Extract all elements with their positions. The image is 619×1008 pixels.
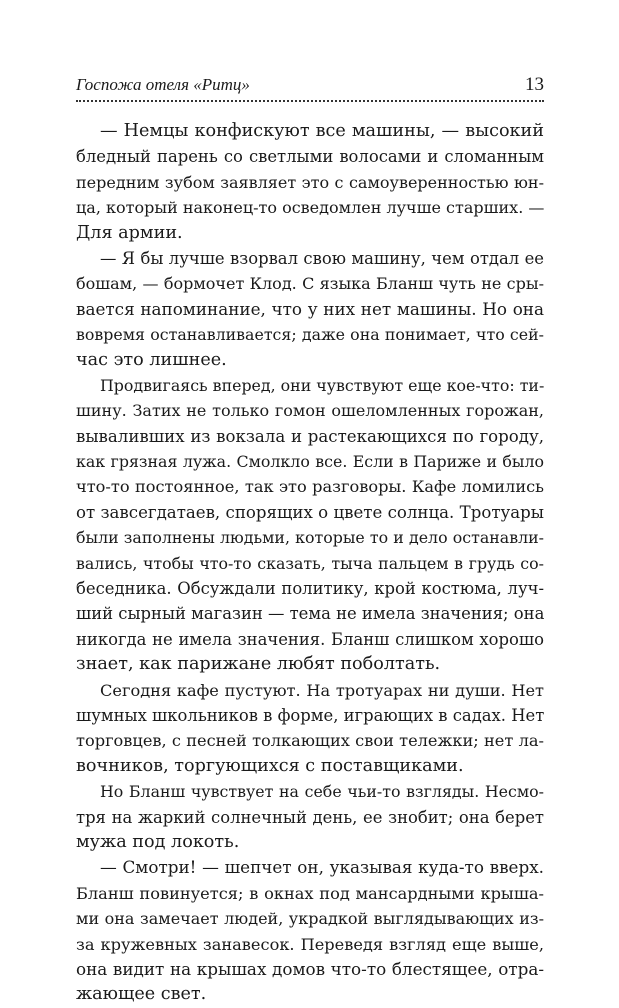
text-line: ми она замечает людей, украдкой выглядывающих из-: [76, 909, 544, 929]
text-line: были заполнены людьми, которые то и дело останавли-: [76, 528, 544, 548]
text-line: никогда не имела значения. Бланш слишком хорошо: [76, 629, 544, 649]
text-line: бледный парень со светлыми волосами и сломанным: [76, 147, 544, 167]
text-line: вываливших из вокзала и растекающихся по городу,: [76, 426, 544, 446]
running-title: Госпожа отеля «Ритц»: [76, 75, 250, 94]
text-line: Продвигаясь вперед, они чувствуют еще кое-что: ти-: [100, 375, 545, 395]
paragraph: [76, 246, 544, 373]
text-line: что-то постоянное, так это разговоры. Кафе ломились: [76, 477, 544, 497]
paragraph: [76, 678, 544, 780]
text-line: — Смотри! — шепчет он, указывая куда-то вверх.: [100, 857, 544, 878]
text-line: жающее свет.: [76, 984, 207, 1005]
text-line: знает, как парижане любят поболтать.: [76, 654, 441, 675]
text-line: ший сырный магазин — тема не имела значения; она: [76, 604, 545, 624]
paragraph: [76, 855, 544, 1007]
text-line: вается напоминание, что у них нет машины. Но она: [76, 298, 544, 319]
text-line: торговцев, с песней толкающих свои тележки; нет ла-: [76, 731, 544, 751]
text-line: тря на жаркий солнечный день, ее знобит; она берет: [76, 807, 544, 827]
paragraph: [76, 373, 544, 678]
text-line: вовремя останавливается; даже она понимает, что сей-: [76, 325, 544, 345]
text-line: ца, который наконец-то осведомлен лучше старших. —: [76, 198, 545, 218]
page-body: [76, 119, 544, 1008]
text-line: — Немцы конфискуют все машины, — высокий: [100, 121, 544, 141]
text-line: Сегодня кафе пустуют. На тротуарах ни души. Нет: [100, 680, 544, 700]
text-line: от завсегдатаев, спорящих о цвете солнца. Тротуары: [76, 502, 544, 522]
page-number: 13: [525, 74, 544, 95]
text-line: Но Бланш чувствует на себе чьи-то взгляды. Несмо-: [100, 782, 544, 802]
text-line: Для армии.: [76, 222, 183, 243]
paragraph: [76, 119, 544, 246]
text-line: шумных школьников в форме, играющих в садах. Нет: [76, 705, 545, 725]
text-line: бошам, — бормочет Клод. С языка Бланш чуть не сры-: [76, 274, 544, 294]
text-line: мужа под локоть.: [76, 831, 240, 852]
text-line: за кружевных занавесок. Переведя взгляд еще выше,: [76, 934, 544, 954]
text-line: беседника. Обсуждали политику, крой костюма, луч-: [76, 579, 544, 599]
text-line: вочников, торгующихся с поставщиками.: [76, 755, 464, 776]
header-dotted-rule: [76, 100, 544, 102]
text-line: она видит на крышах домов что-то блестящее, отра-: [76, 958, 544, 979]
text-line: час это лишнее.: [76, 349, 227, 370]
text-line: — Я бы лучше взорвал свою машину, чем отдал ее: [100, 248, 544, 268]
text-line: шину. Затих не только гомон ошеломленных горожан,: [76, 401, 544, 421]
text-line: передним зубом заявляет это с самоуверенностью юн-: [76, 172, 544, 192]
paragraph: [76, 779, 544, 855]
running-header: [76, 74, 544, 100]
text-line: Бланш повинуется; в окнах под мансардными крыша-: [76, 883, 544, 903]
text-line: как грязная лужа. Смолкло все. Если в Париже и было: [76, 452, 544, 472]
text-line: вались, чтобы что-то сказать, тыча пальцем в грудь со-: [76, 553, 544, 573]
